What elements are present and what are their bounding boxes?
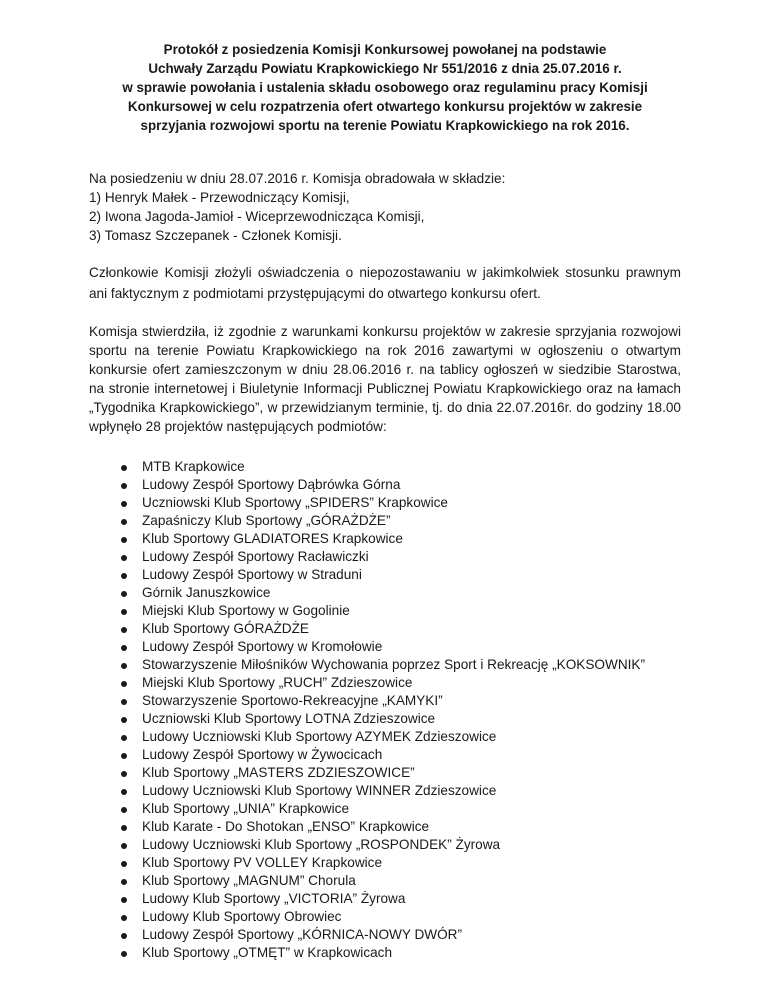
bullet-icon: [121, 483, 127, 489]
entity-name: Górnik Januszkowice: [142, 585, 271, 600]
bullet-icon: [121, 897, 127, 903]
bullet-icon: [121, 537, 127, 543]
member-chair: 1) Henryk Małek - Przewodniczący Komisji,: [89, 190, 350, 205]
composition-intro: Na posiedzeniu w dniu 28.07.2016 r. Komisja obradowała w składzie:: [89, 171, 506, 186]
bullet-icon: [121, 861, 127, 867]
list-item: [121, 584, 681, 602]
list-item: [121, 872, 681, 890]
list-item: [121, 854, 681, 872]
list-item: [121, 782, 681, 800]
entity-name: Miejski Klub Sportowy w Gogolinie: [142, 603, 350, 618]
list-item: [121, 746, 681, 764]
entity-name: Klub Karate - Do Shotokan „ENSO” Krapkowice: [142, 819, 430, 834]
bullet-icon: [121, 627, 127, 633]
title-line: Protokół z posiedzenia Komisji Konkursowej powołanej na podstawie: [163, 42, 607, 57]
bullet-icon: [121, 915, 127, 921]
document-title: [89, 40, 681, 135]
list-item: [121, 638, 681, 656]
list-item: [121, 512, 681, 530]
bullet-icon: [121, 699, 127, 705]
bullet-icon: [121, 717, 127, 723]
list-item: [121, 890, 681, 908]
list-item: [121, 674, 681, 692]
bullet-icon: [121, 933, 127, 939]
entity-name: Stowarzyszenie Sportowo-Rekreacyjne „KAMYKI”: [142, 693, 443, 708]
list-item: [121, 944, 681, 962]
bullet-icon: [121, 609, 127, 615]
entity-name: Ludowy Zespół Sportowy Racławiczki: [142, 549, 369, 564]
entity-name: Klub Sportowy „MASTERS ZDZIESZOWICE”: [142, 765, 415, 780]
list-item: [121, 764, 681, 782]
entity-name: Stowarzyszenie Miłośników Wychowania poprzez Sport i Rekreację „KOKSOWNIK”: [142, 657, 646, 672]
list-item: [121, 836, 681, 854]
declaration-paragraph: Członkowie Komisji złożyli oświadczenia o niepozostawaniu w jakimkolwiek stosunku prawnym ani faktycznym z podmiotami przystępującymi do otwartego konkursu ofert.: [89, 265, 681, 301]
entity-name: Ludowy Uczniowski Klub Sportowy „ROSPONDEK” Żyrowa: [142, 837, 501, 852]
list-item: [121, 818, 681, 836]
list-item: [121, 602, 681, 620]
entity-name: Ludowy Zespół Sportowy „KÓRNICA-NOWY DWÓR”: [142, 927, 463, 942]
entity-name: Klub Sportowy PV VOLLEY Krapkowice: [142, 855, 383, 870]
bullet-icon: [121, 645, 127, 651]
list-item: [121, 530, 681, 548]
entity-name: Zapaśniczy Klub Sportowy „GÓRAŻDŻE”: [142, 513, 391, 528]
entity-name: Ludowy Zespół Sportowy Dąbrówka Górna: [142, 477, 401, 492]
list-item: [121, 710, 681, 728]
list-item: [121, 800, 681, 818]
entity-name: MTB Krapkowice: [142, 459, 245, 474]
bullet-icon: [121, 465, 127, 471]
list-item: [121, 692, 681, 710]
bullet-icon: [121, 771, 127, 777]
list-item: [121, 656, 681, 674]
list-item: [121, 926, 681, 944]
entity-name: Klub Sportowy „OTMĘT” w Krapkowicach: [142, 945, 393, 960]
entity-name: Miejski Klub Sportowy „RUCH” Zdzieszowice: [142, 675, 413, 690]
list-item: [121, 548, 681, 566]
document-page: [89, 40, 681, 962]
title-line: Konkursowej w celu rozpatrzenia ofert otwartego konkursu projektów w zakresie: [127, 99, 643, 114]
entity-name: Klub Sportowy GLADIATORES Krapkowice: [142, 531, 403, 546]
bullet-icon: [121, 807, 127, 813]
bullet-icon: [121, 681, 127, 687]
list-item: [121, 728, 681, 746]
bullet-icon: [121, 555, 127, 561]
entity-name: Uczniowski Klub Sportowy „SPIDERS” Krapkowice: [142, 495, 448, 510]
list-item: [121, 476, 681, 494]
entity-name: Ludowy Uczniowski Klub Sportowy AZYMEK Zdzieszowice: [142, 729, 497, 744]
title-line: sprzyjania rozwojowi sportu na terenie Powiatu Krapkowickiego na rok 2016.: [140, 118, 630, 133]
entity-name: Klub Sportowy GÓRAŻDŻE: [142, 621, 309, 636]
bullet-icon: [121, 951, 127, 957]
entity-name: Ludowy Klub Sportowy Obrowiec: [142, 909, 342, 924]
entity-name: Ludowy Zespół Sportowy w Straduni: [142, 567, 362, 582]
bullet-icon: [121, 753, 127, 759]
list-item: [121, 494, 681, 512]
entity-name: Ludowy Klub Sportowy „VICTORIA” Żyrowa: [142, 891, 406, 906]
finding-paragraph: Komisja stwierdziła, iż zgodnie z warunkami konkursu projektów w zakresie sprzyjania rozwojowi sportu na terenie Powiatu Krapkowickiego na rok 2016 zawartymi w ogłoszeniu o otwartym konkursie ofert zamieszczonym w dniu 28.06.2016 r. na tablicy ogłoszeń w siedzibie Starostwa, na stronie internetowej i Biuletynie Informacji Publicznej Powiatu Krapkowickiego oraz na łamach „Tygodnika Krapkowickiego”, w przewidzianym terminie, tj. do dnia 22.07.2016r. do godziny 18.00 wpłynęło 28 projektów następujących podmiotów:: [89, 324, 681, 434]
bullet-icon: [121, 789, 127, 795]
member-vice-chair: 2) Iwona Jagoda-Jamioł - Wiceprzewodnicząca Komisji,: [89, 209, 425, 224]
entity-name: Ludowy Uczniowski Klub Sportowy WINNER Zdzieszowice: [142, 783, 497, 798]
entity-name: Klub Sportowy „MAGNUM” Chorula: [142, 873, 356, 888]
list-item: [121, 908, 681, 926]
member-member: 3) Tomasz Szczepanek - Członek Komisji.: [89, 228, 342, 243]
bullet-icon: [121, 735, 127, 741]
commission-composition: [89, 169, 681, 245]
bullet-icon: [121, 825, 127, 831]
entity-list: [89, 458, 681, 962]
entity-name: Uczniowski Klub Sportowy LOTNA Zdzieszowice: [142, 711, 436, 726]
bullet-icon: [121, 573, 127, 579]
bullet-icon: [121, 519, 127, 525]
bullet-icon: [121, 879, 127, 885]
list-item: [121, 458, 681, 476]
bullet-icon: [121, 501, 127, 507]
bullet-icon: [121, 843, 127, 849]
title-line: w sprawie powołania i ustalenia składu osobowego oraz regulaminu pracy Komisji: [122, 80, 648, 95]
list-item: [121, 566, 681, 584]
entity-name: Ludowy Zespół Sportowy w Kromołowie: [142, 639, 383, 654]
entity-name: Klub Sportowy „UNIA” Krapkowice: [142, 801, 349, 816]
title-line: Uchwały Zarządu Powiatu Krapkowickiego Nr 551/2016 z dnia 25.07.2016 r.: [148, 61, 622, 76]
bullet-icon: [121, 591, 127, 597]
entity-name: Ludowy Zespół Sportowy w Żywocicach: [142, 747, 383, 762]
list-item: [121, 620, 681, 638]
bullet-icon: [121, 663, 127, 669]
